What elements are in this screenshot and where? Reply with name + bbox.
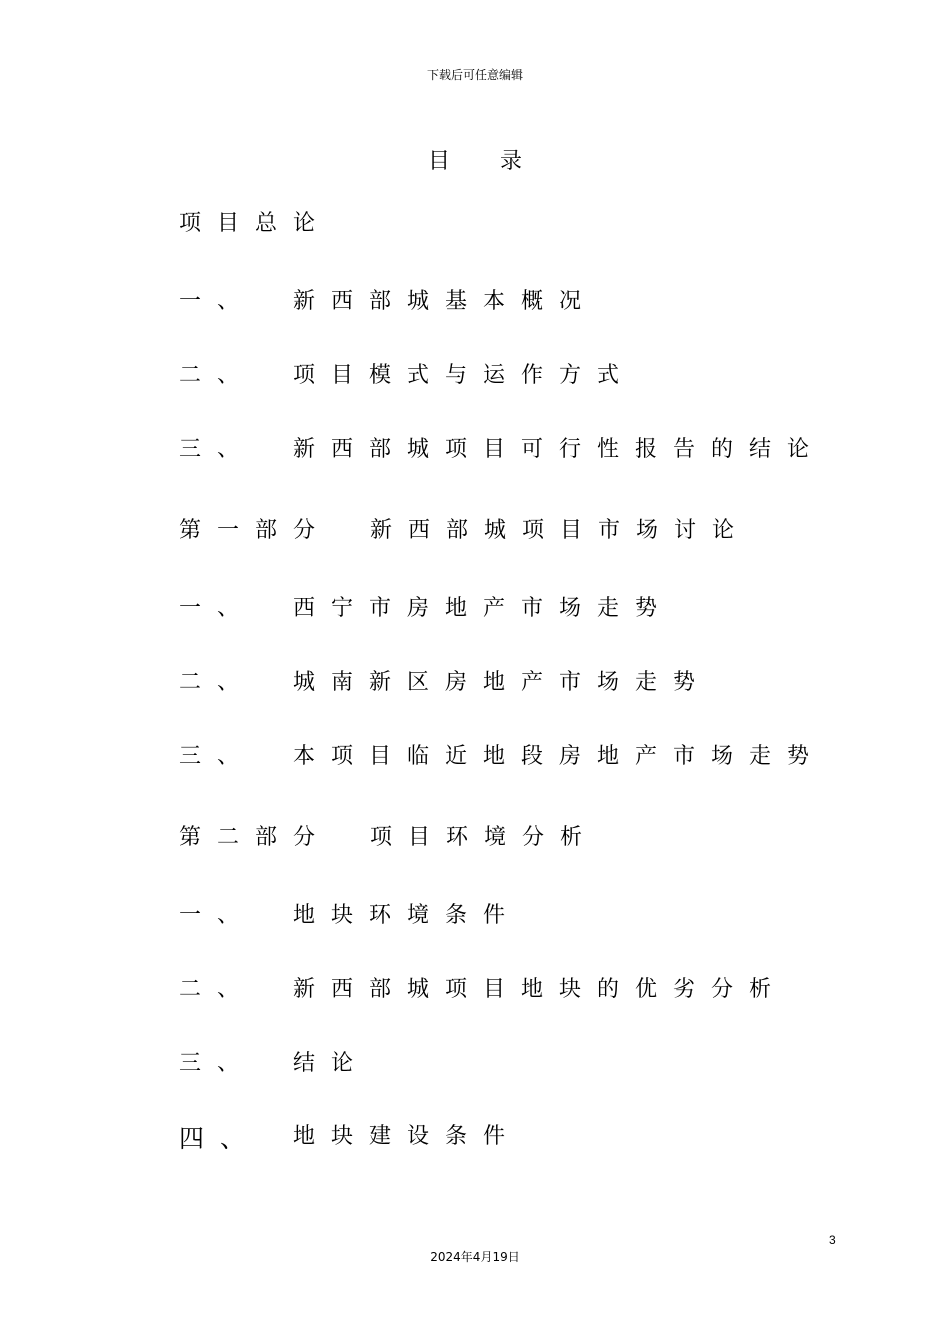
toc-entry-number: 二、 bbox=[179, 977, 256, 1002]
toc-entry-number: 二、 bbox=[179, 363, 256, 388]
toc-part-title: 新西部城项目市场讨论 bbox=[370, 518, 751, 543]
toc-entry-number: 三、 bbox=[179, 1051, 256, 1076]
toc-part-title: 项目环境分析 bbox=[370, 825, 599, 850]
toc-heading: 项目总论 bbox=[179, 211, 332, 236]
footer-date: 2024年4月19日 bbox=[430, 1250, 520, 1264]
toc-entry-number: 三、 bbox=[179, 437, 256, 462]
toc-part-heading bbox=[179, 820, 859, 850]
toc-entry-number: 一、 bbox=[179, 289, 256, 314]
toc-entry-text: 新西部城项目地块的优劣分析 bbox=[293, 977, 788, 1002]
toc-entry bbox=[179, 1046, 859, 1076]
page-header: 下载后可任意编辑 bbox=[426, 68, 523, 82]
toc-entry bbox=[179, 432, 859, 462]
toc-entry bbox=[179, 358, 859, 388]
toc-entry-number: 一、 bbox=[179, 596, 256, 621]
toc-part-heading bbox=[179, 513, 859, 543]
toc-entry-text: 地块建设条件 bbox=[293, 1124, 522, 1149]
toc-entry-overview bbox=[179, 206, 859, 236]
toc-entry bbox=[179, 665, 859, 695]
toc-part-number: 第一部分 bbox=[179, 518, 332, 543]
toc-part-number: 第二部分 bbox=[179, 825, 332, 850]
toc-entry bbox=[179, 591, 859, 621]
toc-entry-number: 一、 bbox=[179, 903, 256, 928]
toc-entry-number: 四、 bbox=[179, 1124, 262, 1153]
toc-entry-text: 西宁市房地产市场走势 bbox=[293, 596, 674, 621]
toc-entry-text: 新西部城基本概况 bbox=[293, 289, 598, 314]
toc-entry-number: 二、 bbox=[179, 670, 256, 695]
toc-entry-text: 项目模式与运作方式 bbox=[293, 363, 636, 388]
toc-entry-text: 地块环境条件 bbox=[293, 903, 522, 928]
toc-entry-text: 结论 bbox=[293, 1051, 370, 1076]
toc-entry-text: 城南新区房地产市场走势 bbox=[293, 670, 712, 695]
page-number: 3 bbox=[829, 1233, 836, 1247]
toc-entry bbox=[179, 284, 859, 314]
toc-entry-text: 本项目临近地段房地产市场走势 bbox=[293, 744, 826, 769]
toc-entry bbox=[179, 898, 859, 928]
toc-entry bbox=[179, 739, 859, 769]
toc-entry bbox=[179, 1119, 859, 1153]
toc-entry-number: 三、 bbox=[179, 744, 256, 769]
toc-title: 目录 bbox=[427, 149, 572, 174]
toc-entry-text: 新西部城项目可行性报告的结论 bbox=[293, 437, 826, 462]
toc-entry bbox=[179, 972, 859, 1002]
